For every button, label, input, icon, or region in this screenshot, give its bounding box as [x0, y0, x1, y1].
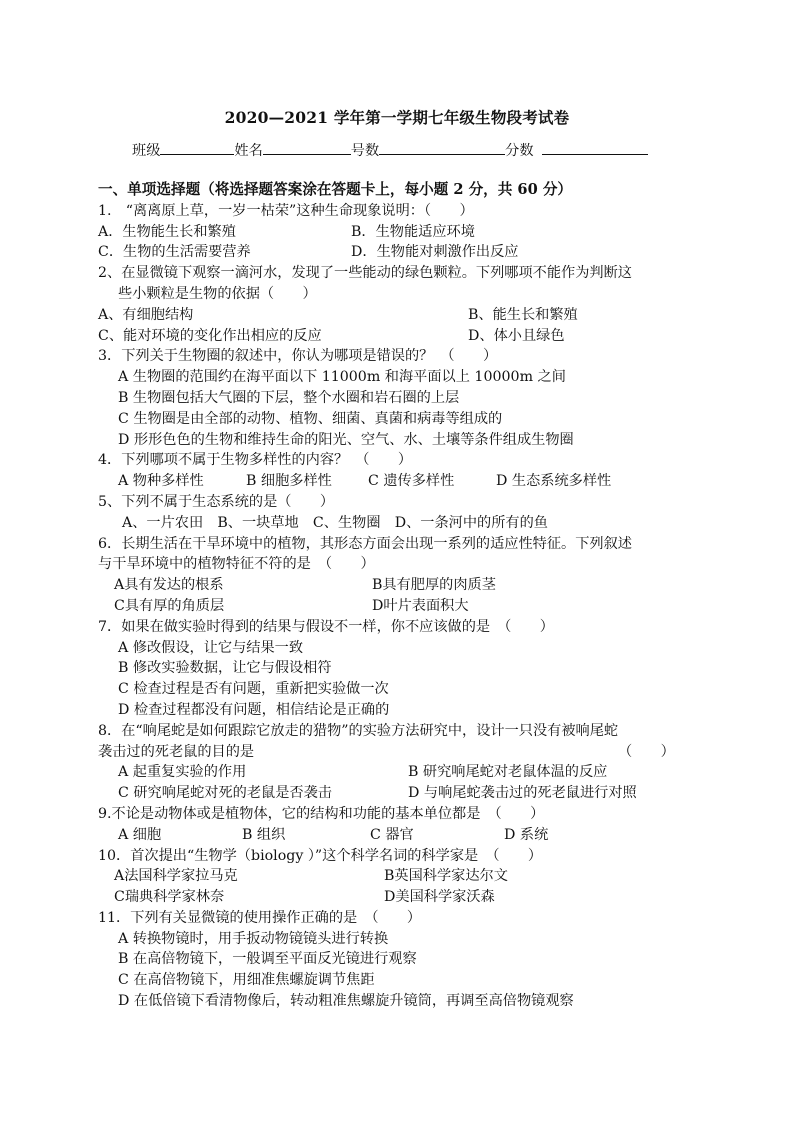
option-a: A法国科学家拉马克: [114, 868, 238, 885]
question-9-options: [98, 825, 708, 846]
option-c: C瑞典科学家林奈: [114, 889, 225, 906]
option-b: B 组织: [242, 826, 286, 843]
exam-title: 2020—2021 学年第一学期七年级生物段考试卷: [224, 108, 570, 127]
question-11-stem: 11．下列有关显微镜的使用操作正确的是 （ ）: [98, 909, 422, 926]
question-8-stem-line1: 8．在“响尾蛇是如何跟踪它放走的猎物”的实验方法研究中，设计一只没有被响尾蛇: [98, 722, 619, 739]
question-1-options-cd: [98, 242, 708, 263]
option-d: D叶片表面积大: [372, 597, 469, 614]
question-2-stem-line1: 2、在显微镜下观察一滴河水，发现了一些能动的绿色颗粒。下列哪项不能作为判断这: [98, 265, 632, 282]
option-d: D 生态系统多样性: [496, 473, 612, 490]
option-d: D．生物能对刺激作出反应: [351, 244, 519, 261]
score-blank: [542, 140, 648, 155]
option-c: C 生物圈是由全部的动物、植物、细菌、真菌和病毒等组成的: [118, 410, 503, 427]
question-2-options-cd: [98, 326, 708, 347]
name-blank: [263, 140, 351, 155]
question-5-stem: 5、下列不属于生态系统的是（ ）: [98, 493, 335, 510]
option-c: C、能对环境的变化作出相应的反应: [98, 327, 322, 344]
question-6-stem-line1: 6．长期生活在干旱环境中的植物，其形态方面会出现一系列的适应性特征。下列叙述: [98, 535, 632, 552]
student-info-line: [132, 140, 648, 162]
question-8-stem-text: 袭击过的死老鼠的目的是: [98, 743, 255, 760]
question-1-options-ab: [98, 222, 708, 243]
question-5-options: A、一片农田 B、一块草地 C、生物圈 D、一条河中的所有的鱼: [122, 514, 548, 531]
question-10-stem: 10．首次提出“生物学（biology ）”这个科学名词的科学家是 （ ）: [98, 847, 543, 864]
option-c: C 遗传多样性: [368, 473, 455, 490]
option-a: A 生物圈的范围约在海平面以下 11000m 和海平面以上 10000m 之间: [118, 369, 566, 386]
option-b: B 在高倍物镜下，一般调至平面反光镜进行观察: [118, 951, 417, 968]
option-b: B．生物能适应环境: [351, 223, 475, 240]
option-d: D美国科学家沃森: [384, 889, 495, 906]
option-a: A 物种多样性: [118, 473, 204, 490]
question-8-stem-line2: [98, 742, 708, 763]
option-b: B 细胞多样性: [246, 473, 332, 490]
option-b: B 生物圈包括大气圈的下层，整个水圈和岩石圈的上层: [118, 389, 460, 406]
question-9-stem: 9.不论是动物体或是植物体，它的结构和功能的基本单位都是 （ ）: [98, 805, 545, 822]
option-c: C 检查过程是否有问题，重新把实验做一次: [118, 681, 389, 698]
option-c: C．生物的生活需要营养: [98, 244, 251, 261]
option-d: D 与响尾蛇袭击过的死老鼠进行对照: [408, 785, 637, 802]
option-a: A 细胞: [118, 826, 162, 843]
option-d: D 在低倍镜下看清物像后，转动粗准焦螺旋升镜筒，再调至高倍物镜观察: [118, 993, 574, 1010]
question-8-options-ab: [98, 762, 708, 783]
question-2-stem-line2: 些小颗粒是生物的依据（ ）: [118, 285, 317, 302]
option-b: B 研究响尾蛇对老鼠体温的反应: [408, 764, 608, 781]
answer-paren: （ ）: [618, 743, 675, 760]
option-a: A 转换物镜时，用手扳动物镜镜头进行转换: [118, 930, 389, 947]
option-a: A、有细胞结构: [98, 306, 194, 323]
question-6-stem-line2: 与干旱环境中的植物特征不符的是 （ ）: [98, 556, 375, 573]
question-list: [98, 180, 708, 1012]
class-label: 班级: [132, 143, 161, 159]
option-b: B英国科学家达尔文: [384, 868, 508, 885]
question-4-stem: 4．下列哪项不属于生物多样性的内容？ （ ）: [98, 452, 413, 469]
question-2-options-ab: [98, 305, 708, 326]
question-1-stem: 1. “离离原上草，一岁一枯荣”这种生命现象说明：（ ）: [98, 202, 474, 219]
option-c: C 器官: [370, 826, 414, 843]
option-a: A 修改假设，让它与结果一致: [118, 639, 304, 656]
option-c: C 在高倍物镜下，用细准焦螺旋调节焦距: [118, 972, 375, 989]
option-b: B具有肥厚的肉质茎: [372, 577, 496, 594]
question-4-options: [98, 471, 708, 492]
name-label: 姓名: [234, 143, 263, 159]
option-d: D 系统: [504, 826, 549, 843]
option-d: D、体小且绿色: [468, 327, 565, 344]
option-b: B、能生长和繁殖: [468, 306, 578, 323]
option-d: D 形形色色的生物和维持生命的阳光、空气、水、土壤等条件组成生物圈: [118, 431, 574, 448]
question-10-options-ab: [98, 866, 708, 887]
option-c: C 研究响尾蛇对死的老鼠是否袭击: [118, 785, 332, 802]
score-label: 分数: [505, 143, 534, 159]
option-b: B 修改实验数据，让它与假设相符: [118, 660, 332, 677]
option-a: A具有发达的根系: [114, 577, 224, 594]
section-heading: 一、单项选择题（将选择题答案涂在答题卡上，每小题 2 分，共 60 分）: [98, 181, 573, 198]
question-6-options-ab: [98, 575, 708, 596]
question-3-stem: 3．下列关于生物圈的叙述中，你认为哪项是错误的？ （ ）: [98, 348, 498, 365]
number-label: 号数: [350, 143, 380, 159]
question-8-options-cd: [98, 783, 708, 804]
question-10-options-cd: [98, 887, 708, 908]
question-6-options-cd: [98, 596, 708, 617]
question-7-stem: 7．如果在做实验时得到的结果与假设不一样，你不应该做的是 （ ）: [98, 618, 554, 635]
option-c: C具有厚的角质层: [114, 597, 225, 614]
number-blank: [379, 140, 505, 155]
option-a: A 起重复实验的作用: [118, 764, 247, 781]
option-a: A．生物能生长和繁殖: [98, 223, 236, 240]
option-d: D 检查过程都没有问题，相信结论是正确的: [118, 701, 390, 718]
class-blank: [160, 140, 234, 155]
